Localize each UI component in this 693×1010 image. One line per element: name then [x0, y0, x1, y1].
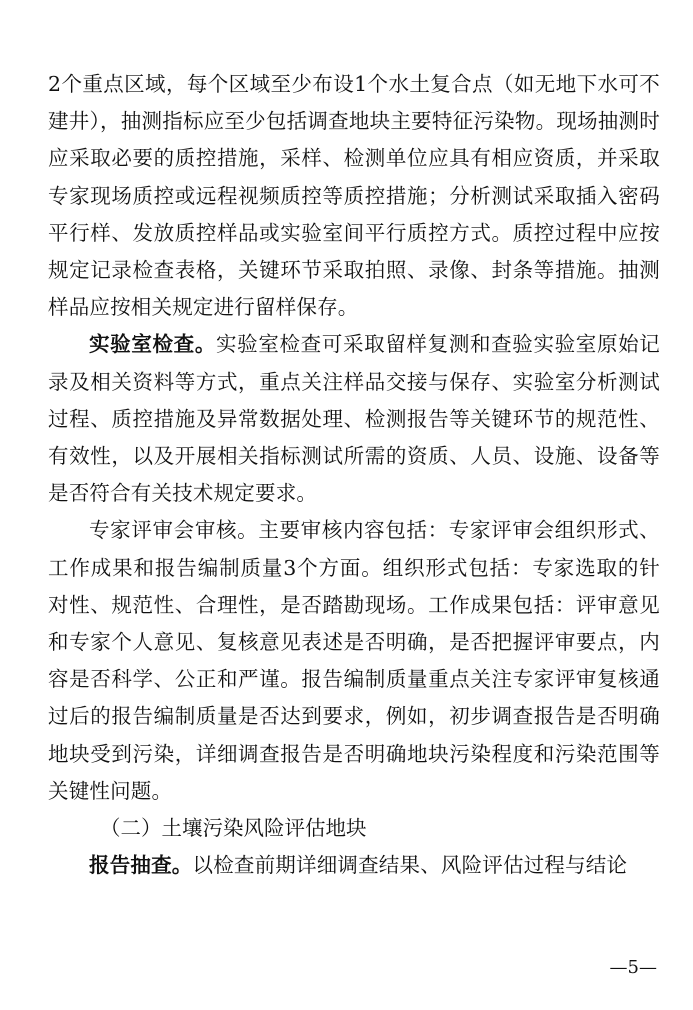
- paragraph-lab-inspection: [48, 326, 660, 512]
- paragraph-expert-review: [48, 512, 660, 810]
- paragraph-lead-heading: 实验室检查。: [89, 332, 216, 357]
- paragraph-sampling-continued: [48, 66, 660, 326]
- section-heading: （二）土壤污染风险评估地块: [100, 816, 367, 841]
- paragraph-report-check: [48, 847, 660, 884]
- paragraph-lead-heading: 报告抽查。: [89, 853, 193, 878]
- document-body: [48, 66, 660, 884]
- paragraph-text: 2个重点区域，每个区域至少布设1个水土复合点（如无地下水可不建井），抽测指标应至少包括调查地块主要特征污染物。现场抽测时应采取必要的质控措施，采样、检测单位应具有相应资质，并采取专家现场质控或远程视频质控等质控措施；分析测试采取插入密码平行样、发放质控样品或实验室间平行质控方式。质控过程中应按规定记录检查表格，关键环节采取拍照、录像、封条等措施。抽测样品应按相关规定进行留样保存。: [48, 72, 660, 320]
- page-number: —5—: [609, 957, 657, 978]
- paragraph-text: 以检查前期详细调查结果、风险评估过程与结论: [192, 853, 628, 878]
- paragraph-text: 专家评审会审核。主要审核内容包括：专家评审会组织形式、工作成果和报告编制质量3个方面。组织形式包括：专家选取的针对性、规范性、合理性，是否踏勘现场。工作成果包括：评审意见和专家个人意见、复核意见表述是否明确，是否把握评审要点，内容是否科学、公正和严谨。报告编制质量重点关注专家评审复核通过后的报告编制质量是否达到要求，例如，初步调查报告是否明确地块受到污染，详细调查报告是否明确地块污染程度和污染范围等关键性问题。: [48, 518, 660, 803]
- paragraph-text: 实验室检查可采取留样复测和查验实验室原始记录及相关资料等方式，重点关注样品交接与保存、实验室分析测试过程、质控措施及异常数据处理、检测报告等关键环节的规范性、有效性，以及开展相关指标测试所需的资质、人员、设施、设备等是否符合有关技术规定要求。: [48, 332, 661, 506]
